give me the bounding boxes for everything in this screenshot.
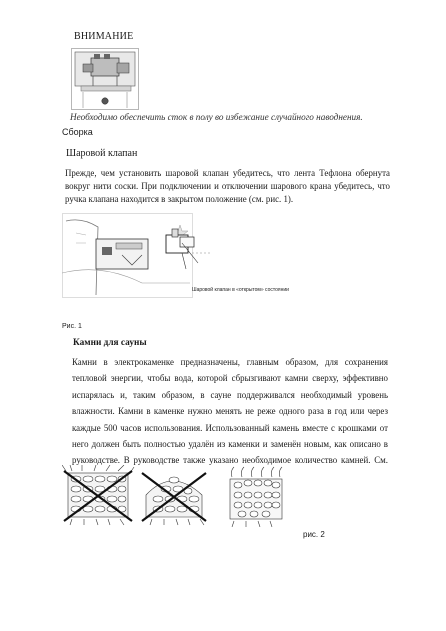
- sauna-stones-paragraph: Камни в электрокаменке предназначены, главным образом, для сохранения тепловой энергии, чтобы вода, которой сбрызгивают камни сверху, эффективно испарялась и, таким образом, в сауне поддерживался необходимый уровень влажности. Камни в каменке нужно менять не реже одного раза в год или через каждые 500 часов использования. Использованный камень вместе с крошками от него должен быть полностью удалён из каменки и заменён новым, как описано в руководстве. В руководстве также указано необходимое количество камней. См.: [72, 357, 388, 466]
- figure-1-label: Рис. 1: [62, 323, 82, 330]
- stone-placement-illustration: [62, 465, 292, 527]
- stones-wrong-2: [142, 473, 206, 525]
- sauna-stones-title: Камни для сауны: [73, 338, 147, 348]
- warning-note: Необходимо обеспечить сток в полу во избежание случайного наводнения.: [70, 112, 363, 122]
- floor-drain-illustration: [71, 48, 139, 110]
- stones-wrong-1: [62, 465, 134, 525]
- section-title: Сборка: [62, 127, 93, 137]
- valve-caption: Шаровой клапан в «открытом» состоянии: [192, 287, 289, 293]
- figure-2-label: рис. 2: [303, 530, 325, 539]
- ball-valve-title: Шаровой клапан: [66, 148, 138, 159]
- ball-valve-paragraph: Прежде, чем установить шаровой клапан убедитесь, что лента Тефлона обернута вокруг нити соски. При подключении и отключении шарового крана убедитесь, что ручка клапана находится в закрытом положение (см. рис. 1).: [65, 168, 390, 205]
- stones-correct: [230, 467, 282, 527]
- warning-heading: ВНИМАНИЕ: [74, 31, 134, 42]
